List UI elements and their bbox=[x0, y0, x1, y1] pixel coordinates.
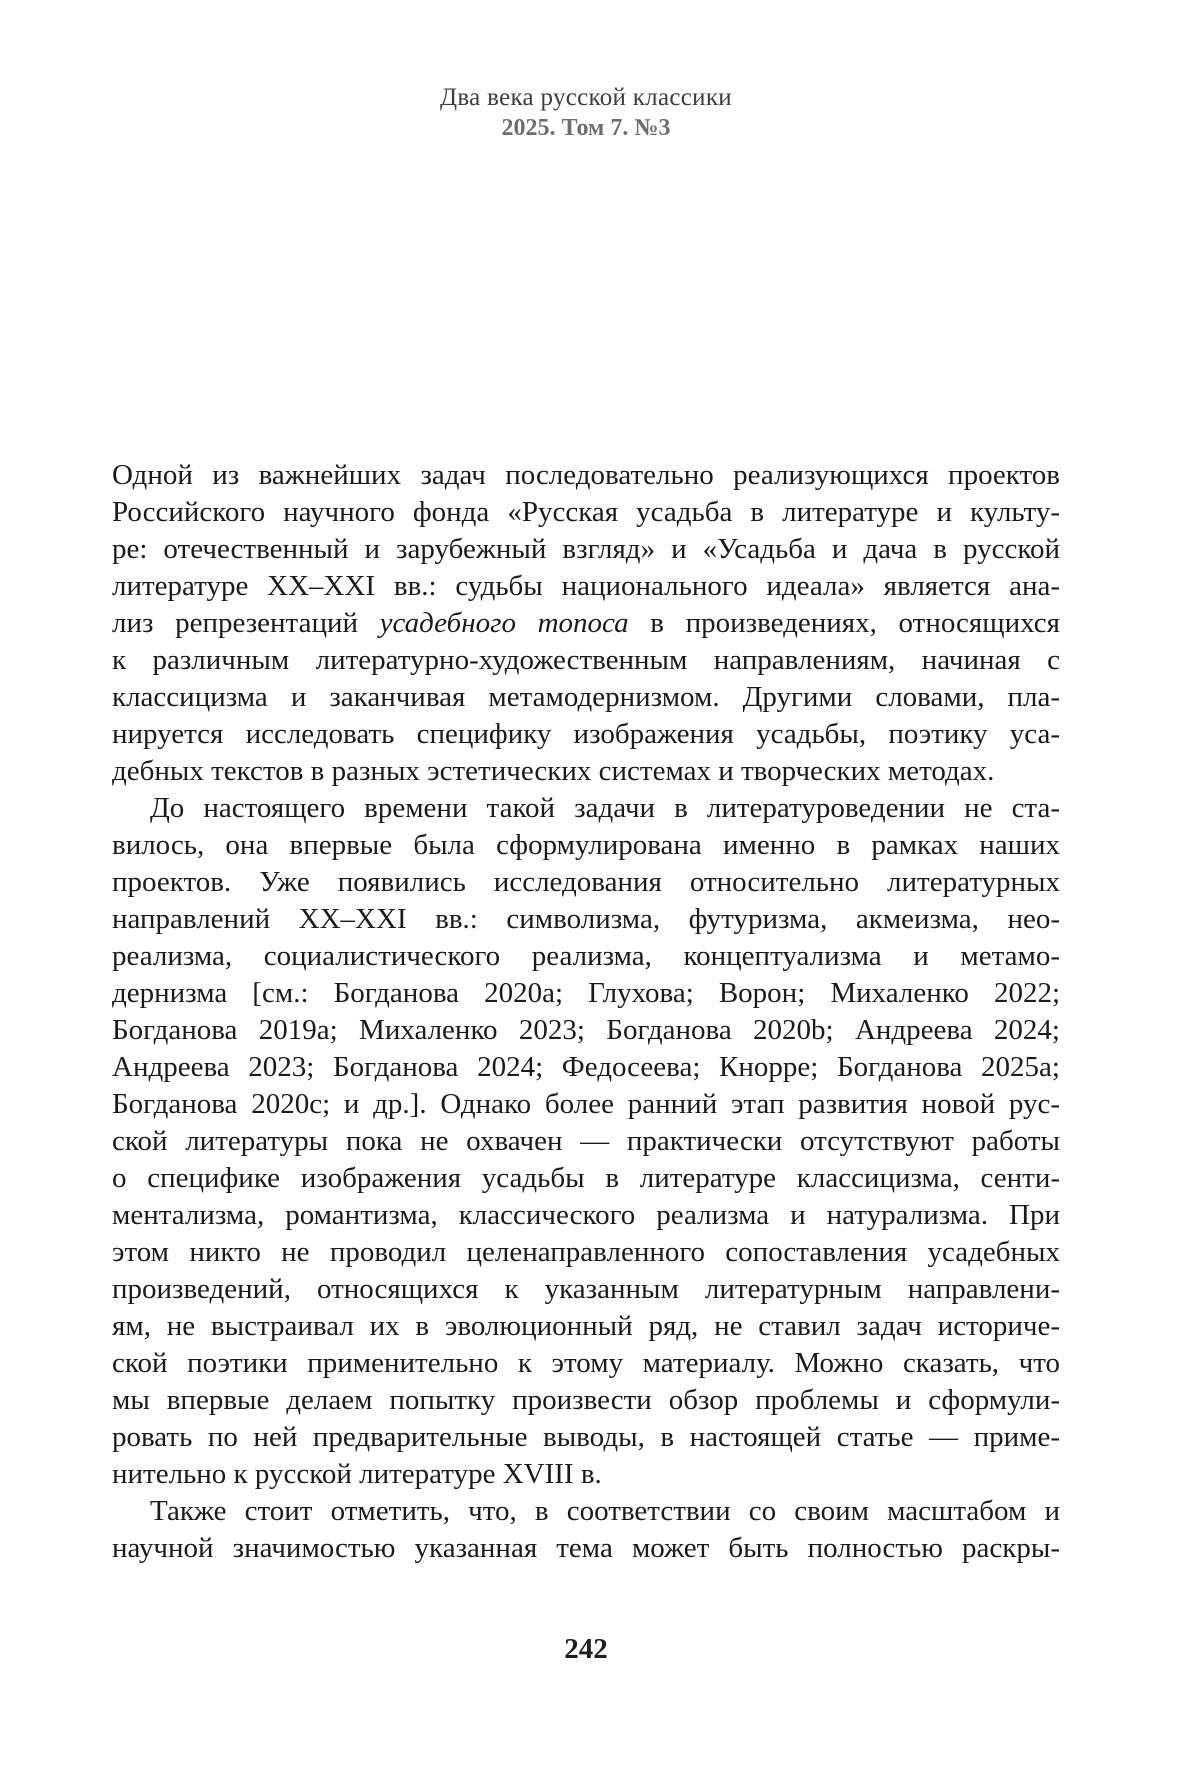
text-segment: нительно к русской литературе XVIII в. bbox=[112, 1458, 602, 1490]
text-segment: дебных текстов в разных эстетических системах и творческих методах. bbox=[112, 755, 995, 787]
text-segment: дернизма [см.: Богданова 2020a; Глухова; Ворон; Михаленко 2022; bbox=[112, 977, 1060, 1009]
running-head bbox=[112, 84, 1060, 142]
text-segment: Богданова 2020c; и др.]. Однако более ранний этап развития новой рус- bbox=[112, 1088, 1060, 1120]
text-line bbox=[112, 1160, 1060, 1197]
text-line bbox=[112, 975, 1060, 1012]
text-segment: ской поэтики применительно к этому материалу. Можно сказать, что bbox=[112, 1347, 1060, 1379]
text-line bbox=[112, 531, 1060, 568]
italic-phrase: усадебного топоса bbox=[379, 607, 629, 639]
text-segment: ре: отечественный и зарубежный взгляд» и «Усадьба и дача в русской bbox=[112, 533, 1060, 565]
text-segment: ровать по ней предварительные выводы, в настоящей статье — приме- bbox=[112, 1421, 1060, 1453]
text-segment: о специфике изображения усадьбы в литературе классицизма, сенти- bbox=[112, 1162, 1060, 1194]
page-number: 242 bbox=[564, 1633, 608, 1665]
text-segment: классицизма и заканчивая метамодернизмом. Другими словами, пла- bbox=[112, 681, 1060, 713]
text-segment: ям, не выстраивал их в эволюционный ряд, не ставил задач историче- bbox=[112, 1310, 1060, 1342]
text-line bbox=[112, 938, 1060, 975]
text-line bbox=[112, 1419, 1060, 1456]
text-segment: ской литературы пока не охвачен — практически отсутствуют работы bbox=[112, 1125, 1060, 1157]
text-segment: Одной из важнейших задач последовательно реализующихся проектов bbox=[112, 459, 1060, 491]
text-segment: мы впервые делаем попытку произвести обзор проблемы и сформули- bbox=[112, 1384, 1060, 1416]
text-segment: реализма, социалистического реализма, концептуализма и метамо- bbox=[112, 940, 1060, 972]
text-segment: произведений, относящихся к указанным литературным направлени- bbox=[112, 1273, 1060, 1305]
text-line bbox=[112, 1271, 1060, 1308]
text-segment: Также стоит отметить, что, в соответствии со своим масштабом и bbox=[150, 1495, 1060, 1527]
text-segment: ментализма, романтизма, классического реализма и натурализма. При bbox=[112, 1199, 1060, 1231]
text-line bbox=[112, 753, 1060, 790]
text-line bbox=[112, 1530, 1060, 1567]
text-line bbox=[112, 457, 1060, 494]
text-segment: лиз репрезентаций bbox=[112, 607, 380, 639]
text-line bbox=[112, 1049, 1060, 1086]
text-segment: этом никто не проводил целенаправленного сопоставления усадебных bbox=[112, 1236, 1060, 1268]
journal-issue: 2025. Том 7. №3 bbox=[501, 115, 671, 141]
text-line bbox=[112, 568, 1060, 605]
text-segment: нируется исследовать специфику изображения усадьбы, поэтику уса- bbox=[112, 718, 1060, 750]
text-line bbox=[112, 605, 1060, 642]
text-segment: направлений XX–XXI вв.: символизма, футуризма, акмеизма, нео- bbox=[112, 903, 1060, 935]
text-line bbox=[112, 901, 1060, 938]
text-segment: До настоящего времени такой задачи в литературоведении не ста- bbox=[150, 792, 1060, 824]
text-line bbox=[112, 642, 1060, 679]
text-line bbox=[112, 827, 1060, 864]
text-line bbox=[112, 1308, 1060, 1345]
text-segment: в произведениях, относящихся bbox=[628, 607, 1060, 639]
text-line bbox=[112, 494, 1060, 531]
text-line bbox=[112, 1086, 1060, 1123]
text-line bbox=[112, 1012, 1060, 1049]
text-segment: научной значимостью указанная тема может быть полностью раскры- bbox=[112, 1532, 1060, 1564]
text-segment: проектов. Уже появились исследования относительно литературных bbox=[112, 866, 1060, 898]
text-line bbox=[112, 1197, 1060, 1234]
journal-title: Два века русской классики bbox=[440, 84, 732, 111]
text-line bbox=[112, 1123, 1060, 1160]
text-line bbox=[112, 790, 1060, 827]
text-segment: к различным литературно-художественным направлениям, начиная с bbox=[112, 644, 1060, 676]
text-line bbox=[112, 1493, 1060, 1530]
text-segment: Богданова 2019a; Михаленко 2023; Богданова 2020b; Андреева 2024; bbox=[112, 1014, 1060, 1046]
text-segment: литературе XX–XXI вв.: судьбы национального идеала» является ана- bbox=[112, 570, 1060, 602]
text-line bbox=[112, 864, 1060, 901]
text-line bbox=[112, 1382, 1060, 1419]
body-text bbox=[112, 457, 1060, 1567]
text-line bbox=[112, 716, 1060, 753]
text-line bbox=[112, 1456, 1060, 1493]
text-line bbox=[112, 679, 1060, 716]
text-segment: Андреева 2023; Богданова 2024; Федосеева; Кнорре; Богданова 2025a; bbox=[112, 1051, 1060, 1083]
text-line bbox=[112, 1234, 1060, 1271]
text-segment: вилось, она впервые была сформулирована именно в рамках наших bbox=[112, 829, 1060, 861]
text-line bbox=[112, 1345, 1060, 1382]
text-segment: Российского научного фонда «Русская усадьба в литературе и культу- bbox=[112, 496, 1060, 528]
page-footer bbox=[112, 1633, 1060, 1666]
